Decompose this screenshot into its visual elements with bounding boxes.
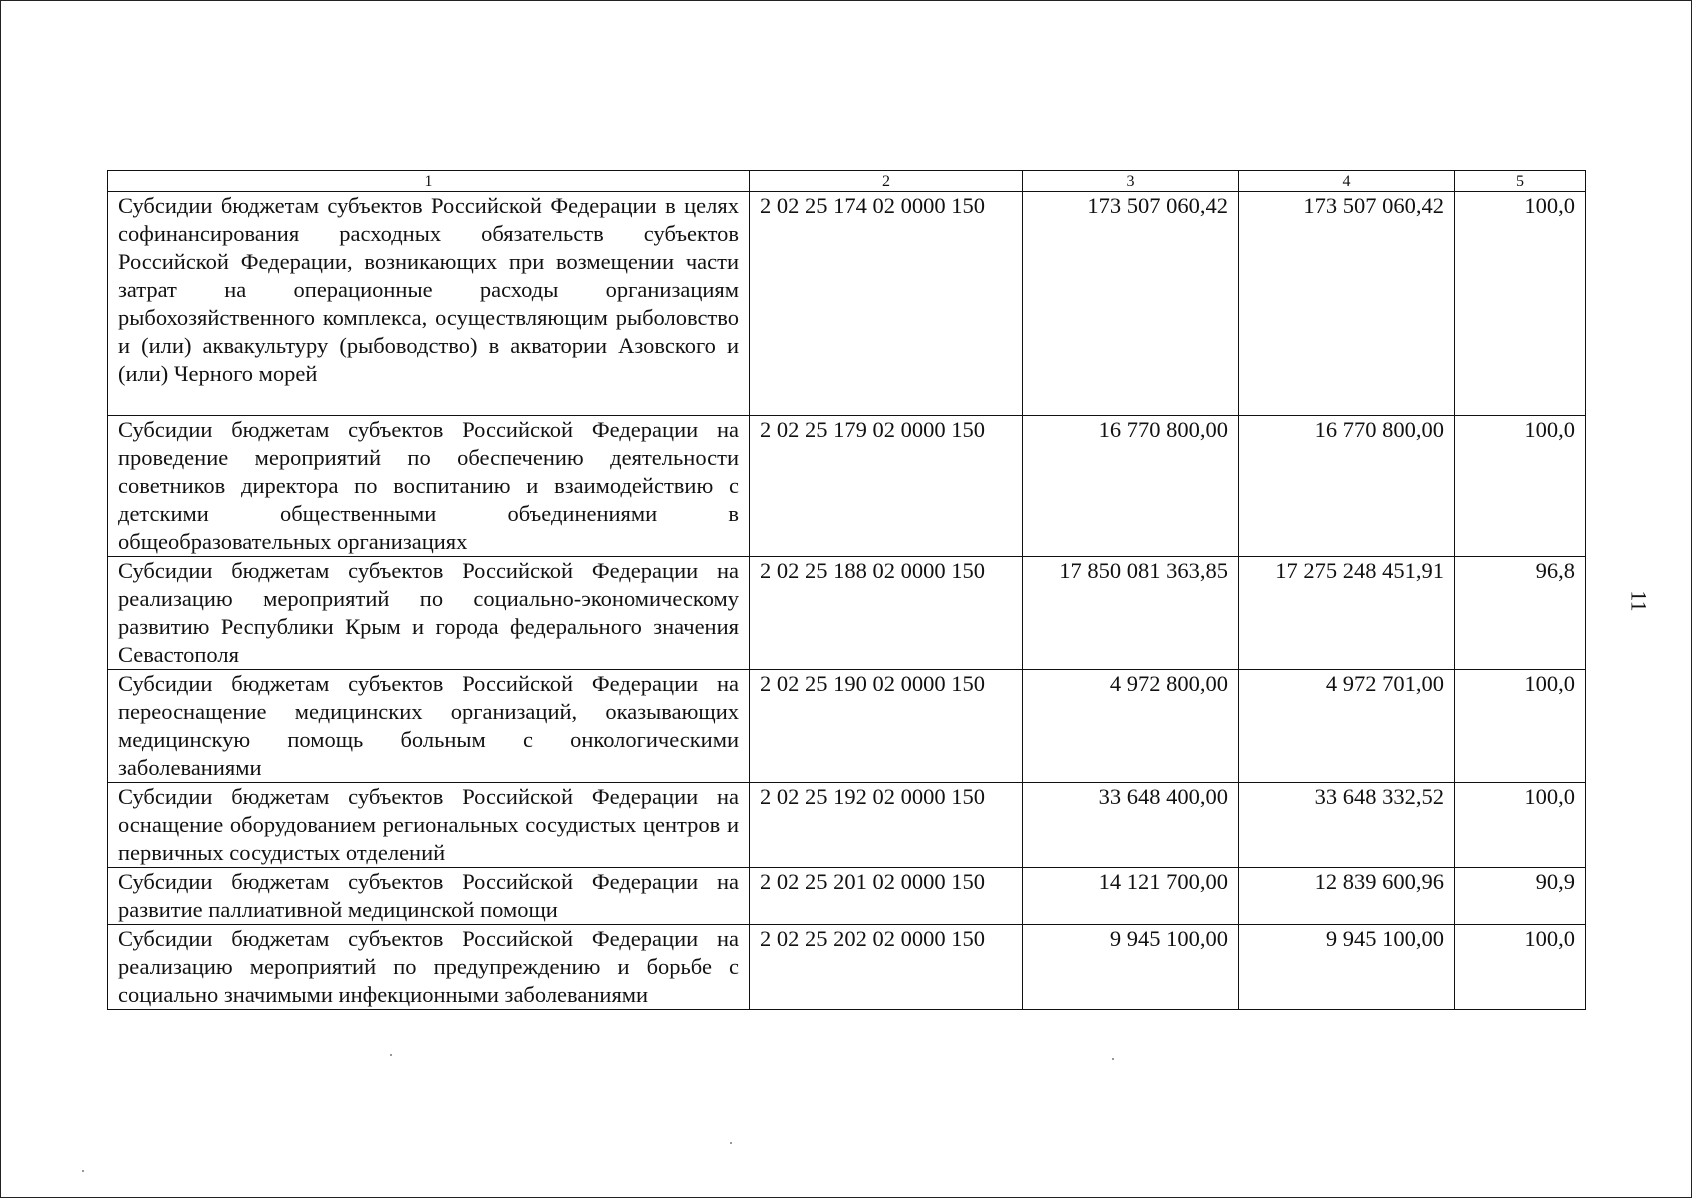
page-number: 11 [1626, 590, 1652, 612]
row-code: 2 02 25 190 02 0000 150 [750, 670, 1023, 783]
row-executed: 17 275 248 451,91 [1239, 557, 1455, 670]
row-description: Субсидии бюджетам субъектов Российской Федерации на оснащение оборудованием региональных сосудистых центров и первичных сосудистых отделений [108, 783, 750, 868]
row-code: 2 02 25 179 02 0000 150 [750, 416, 1023, 557]
row-description: Субсидии бюджетам субъектов Российской Федерации на реализацию мероприятий по социально-экономическому развитию Республики Крым и города федерального значения Севастополя [108, 557, 750, 670]
scan-speck [1112, 1058, 1114, 1060]
column-header-1: 1 [108, 171, 750, 192]
row-planned: 16 770 800,00 [1023, 416, 1239, 557]
row-planned: 173 507 060,42 [1023, 192, 1239, 416]
column-header-2: 2 [750, 171, 1023, 192]
row-code: 2 02 25 188 02 0000 150 [750, 557, 1023, 670]
row-executed: 173 507 060,42 [1239, 192, 1455, 416]
table-row [108, 783, 1586, 868]
row-percent: 100,0 [1455, 192, 1586, 416]
row-code: 2 02 25 192 02 0000 150 [750, 783, 1023, 868]
row-planned: 14 121 700,00 [1023, 868, 1239, 925]
table-row [108, 868, 1586, 925]
row-executed: 9 945 100,00 [1239, 925, 1455, 1010]
row-planned: 9 945 100,00 [1023, 925, 1239, 1010]
scan-speck [730, 1142, 732, 1144]
row-description: Субсидии бюджетам субъектов Российской Федерации на реализацию мероприятий по предупреждению и борьбе с социально значимыми инфекционными заболеваниями [108, 925, 750, 1010]
row-percent: 96,8 [1455, 557, 1586, 670]
column-header-3: 3 [1023, 171, 1239, 192]
row-percent: 100,0 [1455, 783, 1586, 868]
row-executed: 33 648 332,52 [1239, 783, 1455, 868]
table-row [108, 192, 1586, 416]
row-description: Субсидии бюджетам субъектов Российской Федерации на развитие паллиативной медицинской помощи [108, 868, 750, 925]
column-header-5: 5 [1455, 171, 1586, 192]
table-row [108, 557, 1586, 670]
budget-table [107, 170, 1586, 1010]
row-description: Субсидии бюджетам субъектов Российской Федерации в целях софинансирования расходных обязательств субъектов Российской Федерации, возникающих при возмещении части затрат на операционные расходы организациям рыбохозяйственного комплекса, осуществляющим рыболовство и (или) аквакультуру (рыбоводство) в акватории Азовского и (или) Черного морей [108, 192, 750, 416]
row-executed: 12 839 600,96 [1239, 868, 1455, 925]
row-percent: 100,0 [1455, 416, 1586, 557]
row-percent: 100,0 [1455, 670, 1586, 783]
column-header-4: 4 [1239, 171, 1455, 192]
row-code: 2 02 25 202 02 0000 150 [750, 925, 1023, 1010]
row-executed: 16 770 800,00 [1239, 416, 1455, 557]
scan-speck [390, 1054, 392, 1056]
row-planned: 17 850 081 363,85 [1023, 557, 1239, 670]
row-description: Субсидии бюджетам субъектов Российской Федерации на переоснащение медицинских организаций, оказывающих медицинскую помощь больным с онкологическими заболеваниями [108, 670, 750, 783]
row-code: 2 02 25 174 02 0000 150 [750, 192, 1023, 416]
table-row [108, 670, 1586, 783]
row-planned: 4 972 800,00 [1023, 670, 1239, 783]
table-row [108, 416, 1586, 557]
row-planned: 33 648 400,00 [1023, 783, 1239, 868]
row-code: 2 02 25 201 02 0000 150 [750, 868, 1023, 925]
row-executed: 4 972 701,00 [1239, 670, 1455, 783]
header-row [108, 171, 1586, 192]
table-row [108, 925, 1586, 1010]
row-percent: 90,9 [1455, 868, 1586, 925]
row-description: Субсидии бюджетам субъектов Российской Федерации на проведение мероприятий по обеспечению деятельности советников директора по воспитанию и взаимодействию с детскими общественными объединениями в общеобразовательных организациях [108, 416, 750, 557]
scan-speck [82, 1170, 84, 1172]
row-percent: 100,0 [1455, 925, 1586, 1010]
